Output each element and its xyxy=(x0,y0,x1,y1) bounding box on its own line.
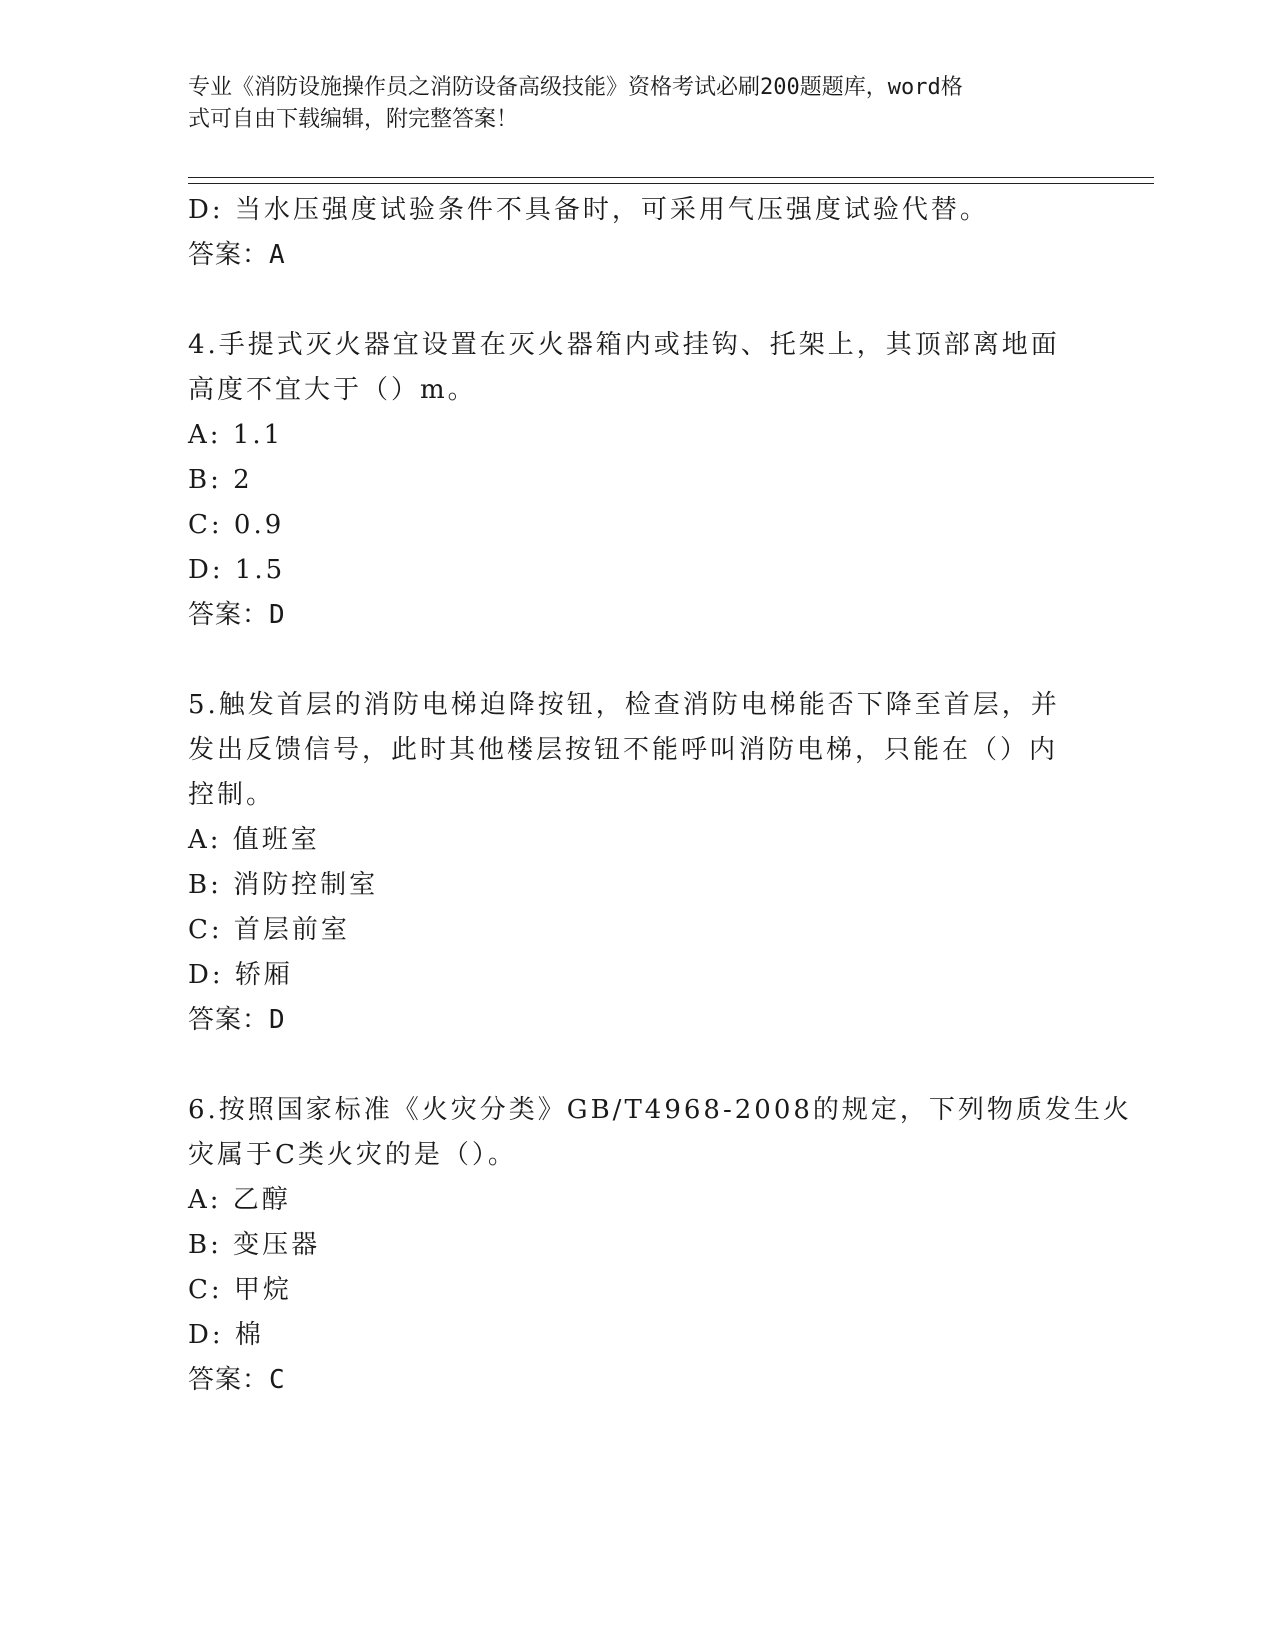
question-stem-line: 5.触发首层的消防电梯迫降按钮，检查消防电梯能否下降至首层，并 xyxy=(188,690,1060,720)
option-a: A: 乙醇 xyxy=(188,1185,291,1215)
option-c: C: 甲烷 xyxy=(188,1275,292,1305)
question-stem-line: 发出反馈信号，此时其他楼层按钮不能呼叫消防电梯，只能在（）内 xyxy=(188,735,1059,765)
header-line-1: 专业《消防设施操作员之消防设备高级技能》资格考试必刷200题题库，word格 xyxy=(188,75,963,100)
answer: 答案：D xyxy=(188,600,286,630)
option-b: B: 消防控制室 xyxy=(188,870,379,900)
option-b: B: 变压器 xyxy=(188,1230,321,1260)
option-a: A: 1.1 xyxy=(188,420,284,450)
option-c: C: 0.9 xyxy=(188,510,285,540)
question-6 xyxy=(188,1088,1132,1403)
question-stem-line: 灾属于C类火灾的是（）。 xyxy=(188,1140,517,1170)
header-double-rule xyxy=(188,177,1154,184)
question-content xyxy=(188,188,1132,1403)
question-stem-line: 高度不宜大于（）m。 xyxy=(188,375,477,405)
question-5 xyxy=(188,683,1088,1043)
option-d: D: 棉 xyxy=(188,1320,264,1350)
answer: 答案：D xyxy=(188,1005,286,1035)
answer: 答案：C xyxy=(188,1365,286,1395)
option-d: D: 轿厢 xyxy=(188,960,293,990)
option-a: A: 值班室 xyxy=(188,825,320,855)
question-stem-line: 控制。 xyxy=(188,780,276,810)
question-4 xyxy=(188,323,1088,638)
option-c: C: 首层前室 xyxy=(188,915,350,945)
page-header xyxy=(188,72,1088,136)
previous-question-tail xyxy=(188,188,1088,278)
option-d: D: 当水压强度试验条件不具备时，可采用气压强度试验代替。 xyxy=(188,195,989,225)
header-line-2: 式可自由下载编辑，附完整答案！ xyxy=(188,107,519,132)
option-b: B: 2 xyxy=(188,465,253,495)
answer: 答案：A xyxy=(188,240,286,270)
question-stem-line: 6.按照国家标准《火灾分类》GB/T4968-2008的规定，下列物质发生火 xyxy=(188,1095,1132,1125)
question-stem-line: 4.手提式灭火器宜设置在灭火器箱内或挂钩、托架上，其顶部离地面 xyxy=(188,330,1060,360)
option-d: D: 1.5 xyxy=(188,555,286,585)
